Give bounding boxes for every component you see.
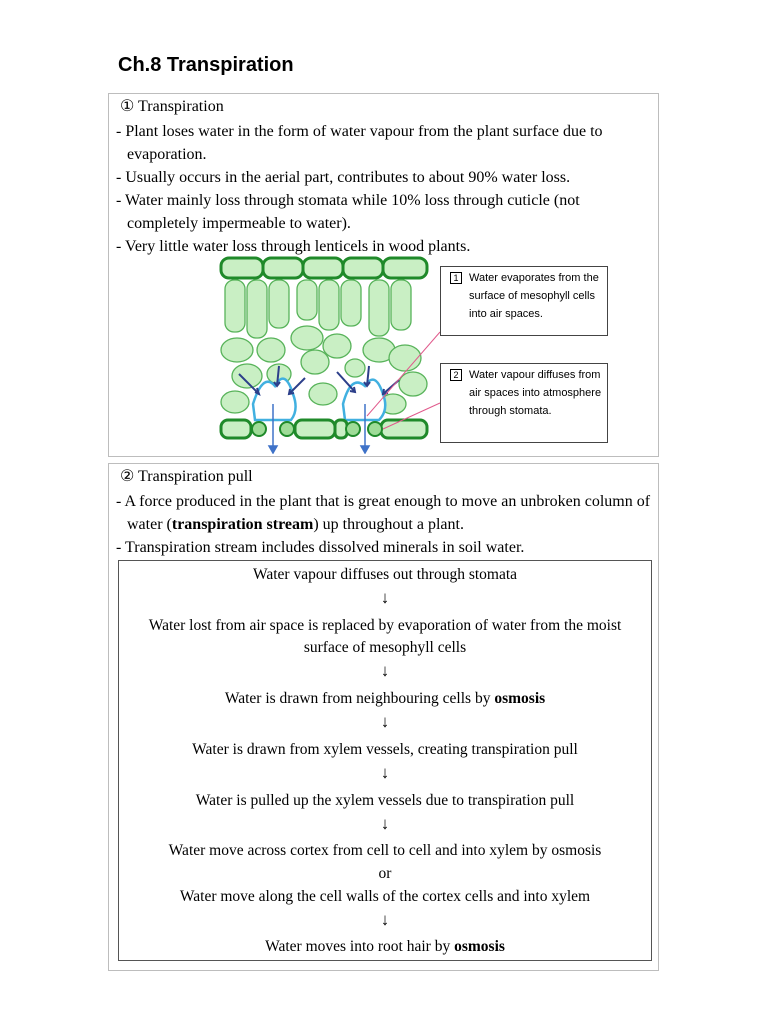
bold-term: transpiration stream (171, 516, 314, 533)
callout-evaporation (440, 266, 608, 336)
flow-step: Water is pulled up the xylem vessels due to transpiration pull (195, 792, 575, 809)
callout-text: Water vapour diffuses from air spaces into atmosphere through stomata. (469, 369, 602, 417)
down-arrow: ↓ (380, 814, 390, 833)
leaf-cross-section-diagram (219, 254, 431, 454)
section-transpiration (108, 93, 659, 457)
bullet-item: - Water mainly loss through stomata while 10% loss through cuticle (not completely impermeable to water). (116, 192, 580, 232)
down-arrow: ↓ (380, 763, 390, 782)
bullet-item: - Usually occurs in the aerial part, contributes to about 90% water loss. (116, 169, 571, 186)
callout-text: Water evaporates from the surface of mesophyll cells into air spaces. (469, 272, 599, 320)
flow-step-or: or (378, 865, 392, 882)
section-heading: ② Transpiration pull (120, 468, 253, 485)
flow-step: Water move across cortex from cell to cell and into xylem by osmosis (168, 842, 602, 859)
section-heading: ① Transpiration (120, 98, 224, 115)
spongy-mesophyll (221, 326, 427, 414)
bullet-item: - Transpiration stream includes dissolved minerals in soil water. (116, 539, 525, 556)
callout-number: 1 (450, 272, 462, 284)
bullet-list (116, 490, 651, 559)
bullet-item: - Plant loses water in the form of water vapour from the plant surface due to evaporation. (116, 123, 603, 163)
upper-epidermis (221, 258, 427, 278)
bullet-list (116, 120, 651, 258)
down-arrow: ↓ (380, 588, 390, 607)
flow-step: Water is drawn from xylem vessels, creating transpiration pull (192, 741, 578, 758)
callout-diffusion (440, 363, 608, 443)
flow-step: Water move along the cell walls of the cortex cells and into xylem (179, 888, 591, 905)
down-arrow: ↓ (380, 661, 390, 680)
down-arrow: ↓ (380, 712, 390, 731)
flow-step: Water is drawn from neighbouring cells by osmosis (224, 690, 546, 707)
down-arrow: ↓ (380, 910, 390, 929)
transpiration-flowchart (118, 560, 652, 961)
callout-number: 2 (450, 369, 462, 381)
flow-step: Water vapour diffuses out through stomata (252, 566, 518, 583)
section-transpiration-pull (108, 463, 659, 971)
bold-term: osmosis (494, 690, 546, 707)
flow-step: Water moves into root hair by osmosis (265, 938, 505, 955)
bold-term: osmosis (454, 938, 505, 955)
bullet-item: - A force produced in the plant that is great enough to move an unbroken column of water (transpiration stream) up throughout a plant. (116, 493, 651, 533)
flow-step: Water lost from air space is replaced by evaporation of water from the moist surface of mesophyll cells (148, 617, 622, 656)
bullet-item: - Very little water loss through lenticels in wood plants. (116, 238, 471, 255)
page-title: Ch.8 Transpiration (118, 54, 294, 76)
